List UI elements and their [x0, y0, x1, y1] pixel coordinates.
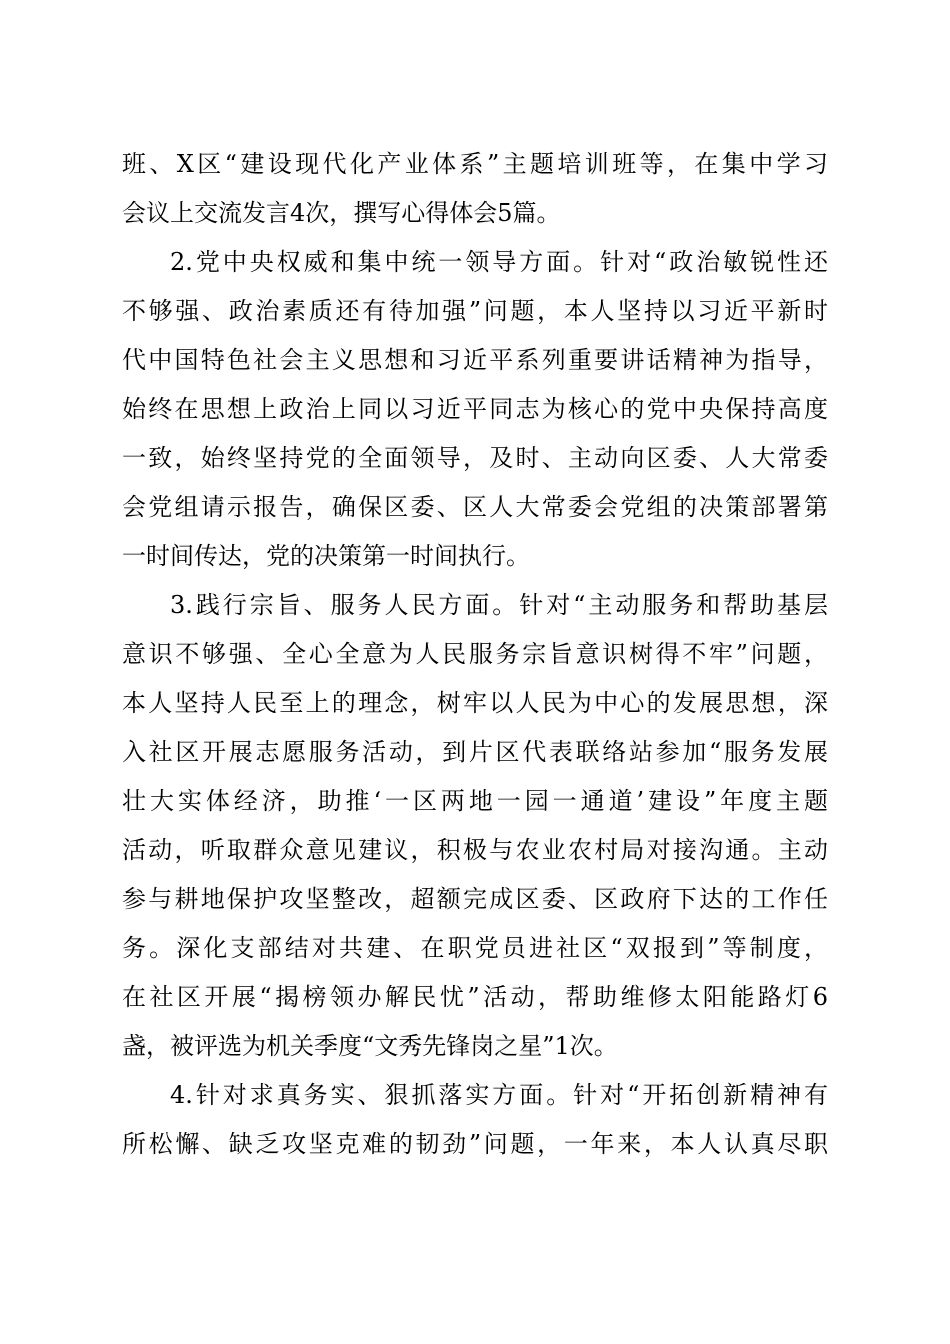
text-line: 一致，始终坚持党的全面领导，及时、主动向区委、人大常委	[122, 444, 828, 472]
text-line: 会党组请示报告，确保区委、区人大常委会党组的决策部署第	[122, 493, 828, 521]
document-body	[122, 140, 828, 1169]
text-line: 会议上交流发言4次，撰写心得体会5篇。	[122, 199, 561, 227]
text-line: 意识不够强、全心全意为人民服务宗旨意识树得不牢”问题，	[122, 640, 828, 668]
text-line: 一时间传达，党的决策第一时间执行。	[122, 542, 530, 570]
text-line: 本人坚持人民至上的理念，树牢以人民为中心的发展思想，深	[122, 689, 828, 717]
text-line: 参与耕地保护攻坚整改，超额完成区委、区政府下达的工作任	[122, 885, 828, 913]
text-line: 务。深化支部结对共建、在职党员进社区“双报到”等制度，	[122, 934, 828, 962]
text-line: 始终在思想上政治上同以习近平同志为核心的党中央保持高度	[122, 395, 828, 423]
text-line: 班、X区“建设现代化产业体系”主题培训班等，在集中学习	[122, 150, 828, 178]
text-line: 所松懈、缺乏攻坚克难的韧劲”问题，一年来，本人认真尽职	[122, 1130, 828, 1158]
text-line: 盏，被评选为机关季度“文秀先锋岗之星”1次。	[122, 1032, 618, 1060]
text-line: 活动，听取群众意见建议，积极与农业农村局对接沟通。主动	[122, 836, 828, 864]
text-line: 在社区开展“揭榜领办解民忧”活动，帮助维修太阳能路灯6	[122, 983, 828, 1011]
text-line: 壮大实体经济，助推‘一区两地一园一通道’建设”年度主题	[122, 787, 828, 815]
paragraph-start-line: 3.践行宗旨、服务人民方面。针对“主动服务和帮助基层	[170, 591, 828, 619]
text-line: 入社区开展志愿服务活动，到片区代表联络站参加“服务发展	[122, 738, 828, 766]
paragraph-start-line: 4.针对求真务实、狠抓落实方面。针对“开拓创新精神有	[170, 1081, 828, 1109]
text-line: 代中国特色社会主义思想和习近平系列重要讲话精神为指导，	[122, 346, 828, 374]
paragraph-start-line: 2.党中央权威和集中统一领导方面。针对“政治敏锐性还	[170, 248, 828, 276]
text-line: 不够强、政治素质还有待加强”问题，本人坚持以习近平新时	[122, 297, 828, 325]
